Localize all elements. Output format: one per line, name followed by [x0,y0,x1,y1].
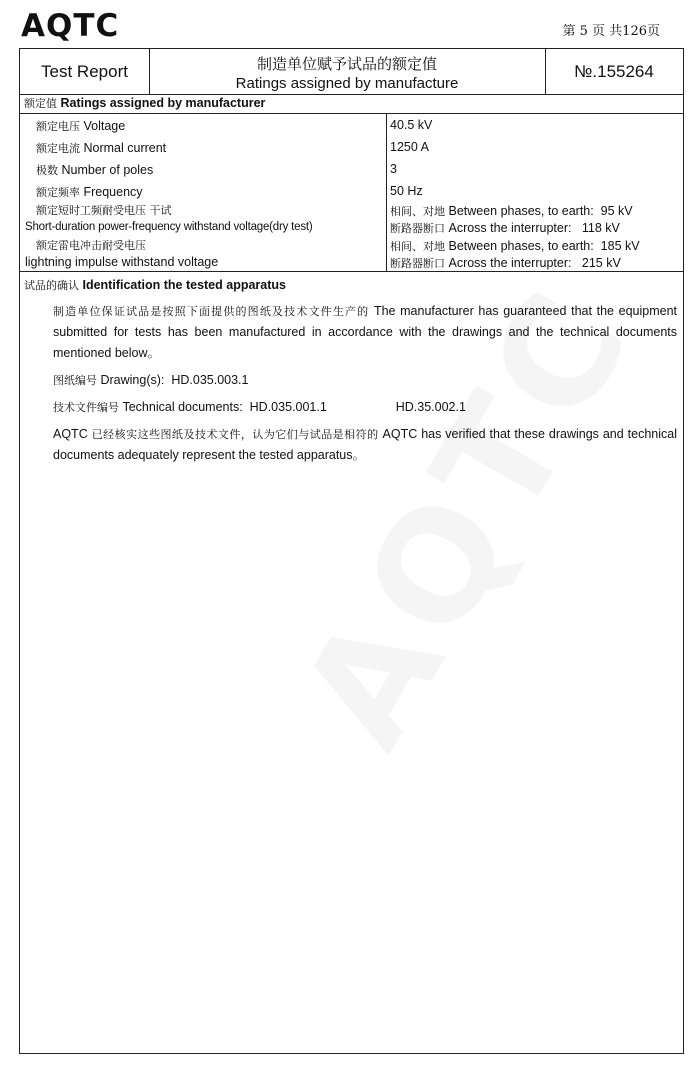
company-logo: AQTC [21,8,120,44]
rating-label-cn: 额定电压 [36,120,80,133]
rating-label-en: Short-duration power-frequency withstand voltage(dry test) [25,221,313,233]
report-title-en: Ratings assigned by manufacture [235,75,459,92]
report-type: Test Report [20,49,150,94]
verification-prefix: AQTC [53,427,88,441]
rating-value: 50 Hz [390,184,423,198]
report-number: №.155264 [574,61,654,81]
value-label-en: Between phases, to earth: [448,239,594,253]
identification-title-en: Identification the tested apparatus [82,278,286,292]
verification-cn: 已经核实这些图纸及技术文件，认为它们与试品是相符的 [91,428,379,441]
value-label-cn: 断路器断口 [390,257,445,270]
rating-label-cn: 额定电流 [36,142,80,155]
rating-label-en: Frequency [83,185,143,199]
value-label-cn: 相间、对地 [390,240,445,253]
rating-label-cn: 额定雷电冲击耐受电压 [36,239,146,252]
value-number: 185 kV [600,239,640,253]
ratings-table [20,113,683,272]
value-label-cn: 断路器断口 [390,222,445,235]
paragraph-en: The manufacturer has guaranteed that the equipment submitted for tests has been manufactured in accordance with the drawings and the technical documents mentioned below。 [53,304,677,360]
value-label-en: Across the interrupter: [448,256,572,270]
rating-label-en: Normal current [83,141,167,155]
tech-doc-number-1: HD.035.001.1 [249,400,327,414]
rating-value: 3 [390,162,397,176]
value-label-en: Between phases, to earth: [448,204,594,218]
tech-doc-number-2: HD.35.002.1 [395,400,466,414]
value-label-cn: 相间、对地 [390,205,445,218]
rating-label-en: Number of poles [61,163,154,177]
ratings-title-en: Ratings assigned by manufacturer [60,96,266,110]
rating-label-en: Voltage [83,119,126,133]
drawing-label-cn: 图纸编号 [53,374,97,387]
report-header [20,49,683,95]
value-label-en: Across the interrupter: [448,221,572,235]
drawing-label-en: Drawing(s): [100,373,165,387]
rating-label-en: lightning impulse withstand voltage [25,255,219,269]
identification-title-cn: 试品的确认 [24,279,79,292]
ratings-title-cn: 额定值 [24,97,57,110]
page-indicator: 第 5 页 共126页 [562,24,660,39]
rating-label-cn: 额定频率 [36,186,80,199]
identification-section-title [20,276,683,294]
tech-label-cn: 技术文件编号 [53,401,119,414]
rating-label-cn: 极数 [36,164,58,177]
rating-value: 1250 A [390,140,429,154]
paragraph-cn: 制造单位保证试品是按照下面提供的图纸及技术文件生产的 [53,305,370,318]
report-frame [19,48,684,1054]
verification-en: AQTC has verified that these drawings and technical documents adequately represent the tested apparatus。 [53,427,677,462]
value-number: 118 kV [581,221,620,235]
report-title [149,49,546,94]
report-title-cn: 制造单位赋予试品的额定值 [256,55,437,73]
value-number: 215 kV [581,256,621,270]
tech-label-en: Technical documents: [122,400,243,414]
rating-value: 40.5 kV [390,118,433,132]
drawing-number: HD.035.003.1 [171,373,249,387]
ratings-divider [386,114,387,271]
rating-label-cn: 额定短时工频耐受电压 干试 [36,204,172,217]
ratings-section-title [20,94,683,112]
value-number: 95 kV [600,204,633,218]
